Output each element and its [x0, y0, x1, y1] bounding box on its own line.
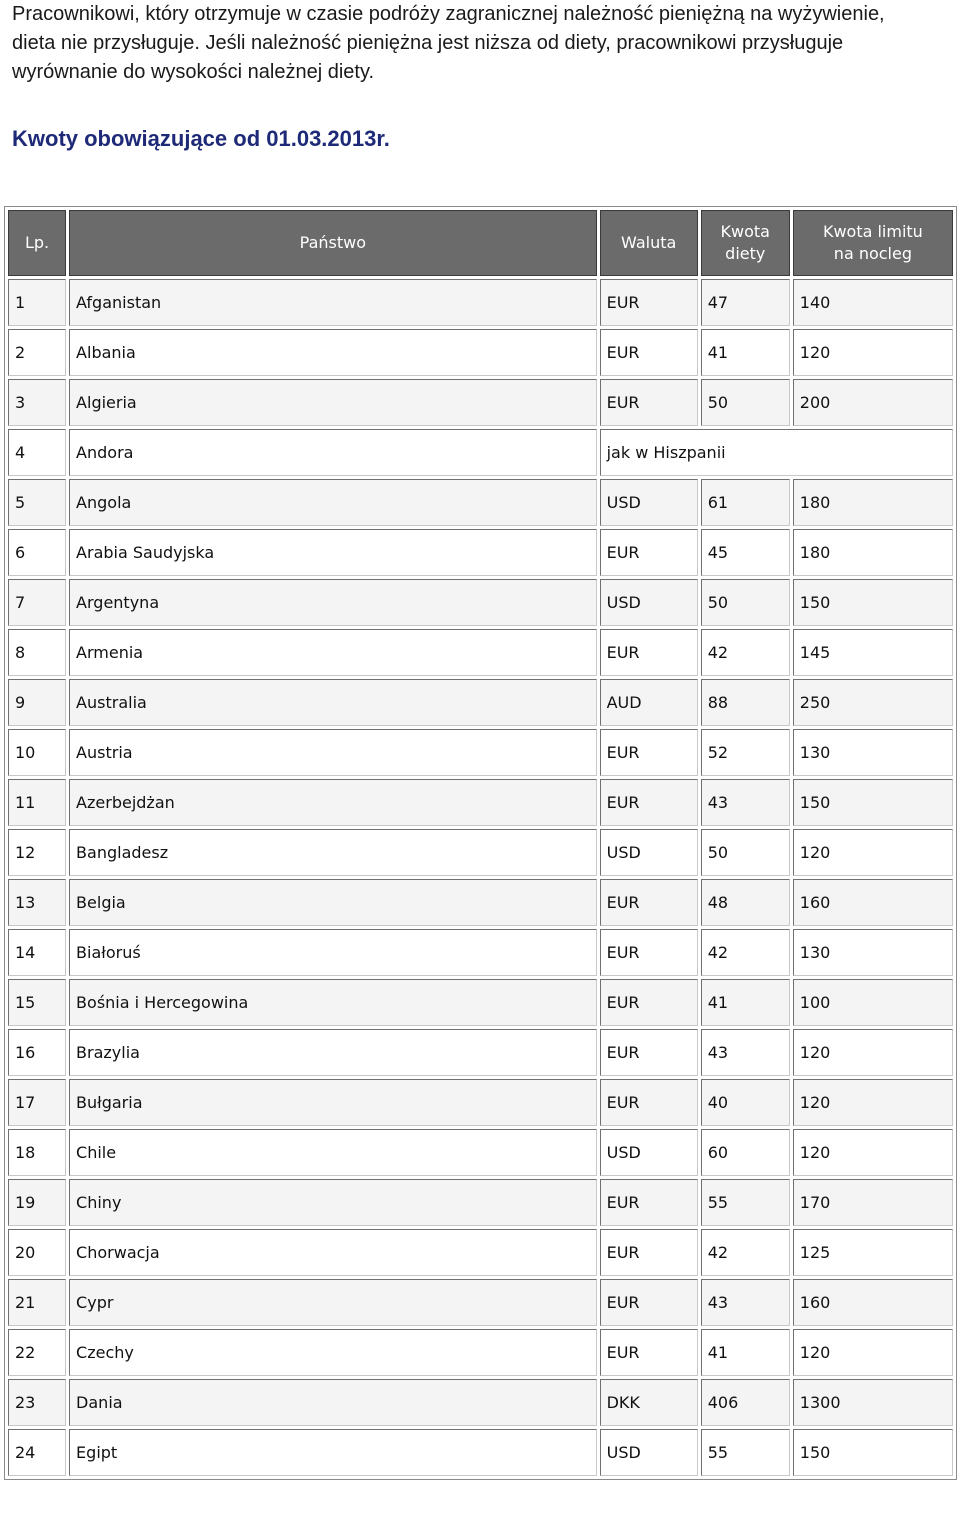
- cell-lp: 14: [8, 929, 66, 976]
- cell-lodging-limit: 150: [793, 579, 953, 626]
- header-limit-label-1: Kwota limitu: [822, 222, 923, 241]
- cell-country: Arabia Saudyjska: [69, 529, 597, 576]
- cell-country: Cypr: [69, 1279, 597, 1326]
- cell-country: Austria: [69, 729, 597, 776]
- cell-country: Chorwacja: [69, 1229, 597, 1276]
- cell-lp: 17: [8, 1079, 66, 1126]
- cell-lp: 24: [8, 1429, 66, 1476]
- cell-lodging-limit: 100: [793, 979, 953, 1026]
- cell-country: Bułgaria: [69, 1079, 597, 1126]
- intro-line: Pracownikowi, który otrzymuje w czasie podróży zagranicznej należność pieniężną na wyżywienie,: [12, 3, 885, 25]
- table-row: [8, 1279, 953, 1326]
- cell-lodging-limit: 120: [793, 1079, 953, 1126]
- header-lp: [8, 210, 66, 276]
- table-row: [8, 579, 953, 626]
- cell-diet-amount: 42: [701, 929, 790, 976]
- cell-lodging-limit: 150: [793, 779, 953, 826]
- cell-lodging-limit: 140: [793, 279, 953, 326]
- cell-lp: 4: [8, 429, 66, 476]
- intro-line: dieta nie przysługuje. Jeśli należność pieniężna jest niższa od diety, pracownikowi przysługuje: [12, 32, 844, 54]
- cell-diet-amount: 43: [701, 1279, 790, 1326]
- cell-lodging-limit: 130: [793, 929, 953, 976]
- cell-country: Algieria: [69, 379, 597, 426]
- cell-diet-amount: 52: [701, 729, 790, 776]
- cell-country: Argentyna: [69, 579, 597, 626]
- table-row: [8, 529, 953, 576]
- cell-diet-amount: 42: [701, 629, 790, 676]
- cell-lp: 18: [8, 1129, 66, 1176]
- cell-diet-amount: 88: [701, 679, 790, 726]
- cell-currency: USD: [600, 1129, 698, 1176]
- cell-lodging-limit: 120: [793, 829, 953, 876]
- cell-lp: 3: [8, 379, 66, 426]
- cell-lp: 7: [8, 579, 66, 626]
- cell-lodging-limit: 120: [793, 329, 953, 376]
- cell-diet-amount: 43: [701, 1029, 790, 1076]
- cell-currency: EUR: [600, 1279, 698, 1326]
- cell-currency: USD: [600, 579, 698, 626]
- cell-currency: USD: [600, 1429, 698, 1476]
- cell-diet-amount: 406: [701, 1379, 790, 1426]
- table-row: [8, 979, 953, 1026]
- cell-lp: 5: [8, 479, 66, 526]
- cell-lodging-limit: 160: [793, 879, 953, 926]
- cell-country: Belgia: [69, 879, 597, 926]
- cell-country: Bośnia i Hercegowina: [69, 979, 597, 1026]
- cell-country: Andora: [69, 429, 597, 476]
- cell-country: Bangladesz: [69, 829, 597, 876]
- cell-country: Chiny: [69, 1179, 597, 1226]
- cell-lp: 11: [8, 779, 66, 826]
- cell-lp: 1: [8, 279, 66, 326]
- cell-lp: 10: [8, 729, 66, 776]
- cell-lodging-limit: 125: [793, 1229, 953, 1276]
- cell-currency: EUR: [600, 1029, 698, 1076]
- cell-lp: 19: [8, 1179, 66, 1226]
- table-row: [8, 829, 953, 876]
- cell-currency: EUR: [600, 629, 698, 676]
- cell-diet-amount: 48: [701, 879, 790, 926]
- table-row: [8, 779, 953, 826]
- cell-lodging-limit: 120: [793, 1129, 953, 1176]
- cell-diet-amount: 60: [701, 1129, 790, 1176]
- cell-lp: 13: [8, 879, 66, 926]
- cell-lp: 21: [8, 1279, 66, 1326]
- cell-currency: EUR: [600, 779, 698, 826]
- table-row: [8, 479, 953, 526]
- cell-lp: 15: [8, 979, 66, 1026]
- cell-diet-amount: 40: [701, 1079, 790, 1126]
- cell-country: Brazylia: [69, 1029, 597, 1076]
- table-row: [8, 1429, 953, 1476]
- cell-currency: EUR: [600, 379, 698, 426]
- cell-lp: 23: [8, 1379, 66, 1426]
- cell-currency: EUR: [600, 979, 698, 1026]
- per-diem-table: [4, 206, 957, 1480]
- cell-diet-amount: 41: [701, 329, 790, 376]
- table-row: [8, 379, 953, 426]
- cell-diet-amount: 41: [701, 1329, 790, 1376]
- cell-country: Azerbejdżan: [69, 779, 597, 826]
- cell-country: Albania: [69, 329, 597, 376]
- cell-country: Dania: [69, 1379, 597, 1426]
- cell-diet-amount: 43: [701, 779, 790, 826]
- cell-currency: EUR: [600, 929, 698, 976]
- cell-currency: EUR: [600, 879, 698, 926]
- cell-currency: EUR: [600, 529, 698, 576]
- header-lodging-limit: [793, 210, 953, 276]
- cell-lodging-limit: 120: [793, 1029, 953, 1076]
- header-currency: [600, 210, 698, 276]
- table-body: [8, 279, 953, 1476]
- table-row: [8, 1029, 953, 1076]
- table-row: [8, 1229, 953, 1276]
- cell-currency: DKK: [600, 1379, 698, 1426]
- table-header-row: [8, 210, 953, 276]
- cell-diet-amount: 47: [701, 279, 790, 326]
- table-row: [8, 929, 953, 976]
- cell-lp: 2: [8, 329, 66, 376]
- cell-lp: 20: [8, 1229, 66, 1276]
- cell-lodging-limit: 170: [793, 1179, 953, 1226]
- cell-lodging-limit: 160: [793, 1279, 953, 1326]
- header-lp-label: Lp.: [24, 233, 50, 252]
- header-country: [69, 210, 597, 276]
- cell-diet-amount: 42: [701, 1229, 790, 1276]
- cell-diet-amount: 55: [701, 1179, 790, 1226]
- cell-country: Armenia: [69, 629, 597, 676]
- table-row: [8, 1329, 953, 1376]
- cell-lodging-limit: 180: [793, 529, 953, 576]
- cell-diet-amount: 50: [701, 579, 790, 626]
- header-country-label: Państwo: [299, 233, 366, 252]
- cell-lodging-limit: 200: [793, 379, 953, 426]
- intro-paragraph: [12, 0, 942, 87]
- cell-lp: 9: [8, 679, 66, 726]
- table-row: [8, 1079, 953, 1126]
- cell-diet-amount: 50: [701, 829, 790, 876]
- table-row: [8, 1129, 953, 1176]
- header-diet-label-2: diety: [725, 244, 766, 263]
- header-diet-amount: [701, 210, 790, 276]
- table-row: [8, 879, 953, 926]
- cell-diet-amount: 61: [701, 479, 790, 526]
- cell-lp: 6: [8, 529, 66, 576]
- table-row: [8, 329, 953, 376]
- cell-currency: USD: [600, 829, 698, 876]
- table-row: [8, 629, 953, 676]
- header-currency-label: Waluta: [621, 233, 677, 252]
- cell-lodging-limit: 145: [793, 629, 953, 676]
- cell-country: Australia: [69, 679, 597, 726]
- cell-currency: EUR: [600, 729, 698, 776]
- cell-lp: 16: [8, 1029, 66, 1076]
- section-heading: Kwoty obowiązujące od 01.03.2013r.: [12, 126, 390, 151]
- cell-lodging-limit: 150: [793, 1429, 953, 1476]
- table-row: [8, 279, 953, 326]
- cell-merged-note: jak w Hiszpanii: [600, 429, 953, 476]
- table-row: [8, 679, 953, 726]
- cell-currency: USD: [600, 479, 698, 526]
- cell-lp: 8: [8, 629, 66, 676]
- table-row: [8, 729, 953, 776]
- cell-currency: AUD: [600, 679, 698, 726]
- cell-lp: 22: [8, 1329, 66, 1376]
- cell-lodging-limit: 180: [793, 479, 953, 526]
- cell-country: Białoruś: [69, 929, 597, 976]
- cell-country: Chile: [69, 1129, 597, 1176]
- cell-currency: EUR: [600, 279, 698, 326]
- intro-line: wyrównanie do wysokości należnej diety.: [12, 61, 375, 83]
- table-row: [8, 1379, 953, 1426]
- cell-currency: EUR: [600, 1329, 698, 1376]
- cell-diet-amount: 50: [701, 379, 790, 426]
- cell-lodging-limit: 1300: [793, 1379, 953, 1426]
- cell-currency: EUR: [600, 329, 698, 376]
- cell-lodging-limit: 250: [793, 679, 953, 726]
- table-row: [8, 1179, 953, 1226]
- cell-currency: EUR: [600, 1079, 698, 1126]
- cell-country: Afganistan: [69, 279, 597, 326]
- cell-country: Egipt: [69, 1429, 597, 1476]
- cell-country: Czechy: [69, 1329, 597, 1376]
- cell-lodging-limit: 130: [793, 729, 953, 776]
- cell-lp: 12: [8, 829, 66, 876]
- header-limit-label-2: na nocleg: [833, 244, 912, 263]
- cell-currency: EUR: [600, 1229, 698, 1276]
- cell-currency: EUR: [600, 1179, 698, 1226]
- header-diet-label-1: Kwota: [720, 222, 770, 241]
- cell-lodging-limit: 120: [793, 1329, 953, 1376]
- table-row: [8, 429, 953, 476]
- cell-diet-amount: 45: [701, 529, 790, 576]
- cell-diet-amount: 55: [701, 1429, 790, 1476]
- cell-diet-amount: 41: [701, 979, 790, 1026]
- cell-country: Angola: [69, 479, 597, 526]
